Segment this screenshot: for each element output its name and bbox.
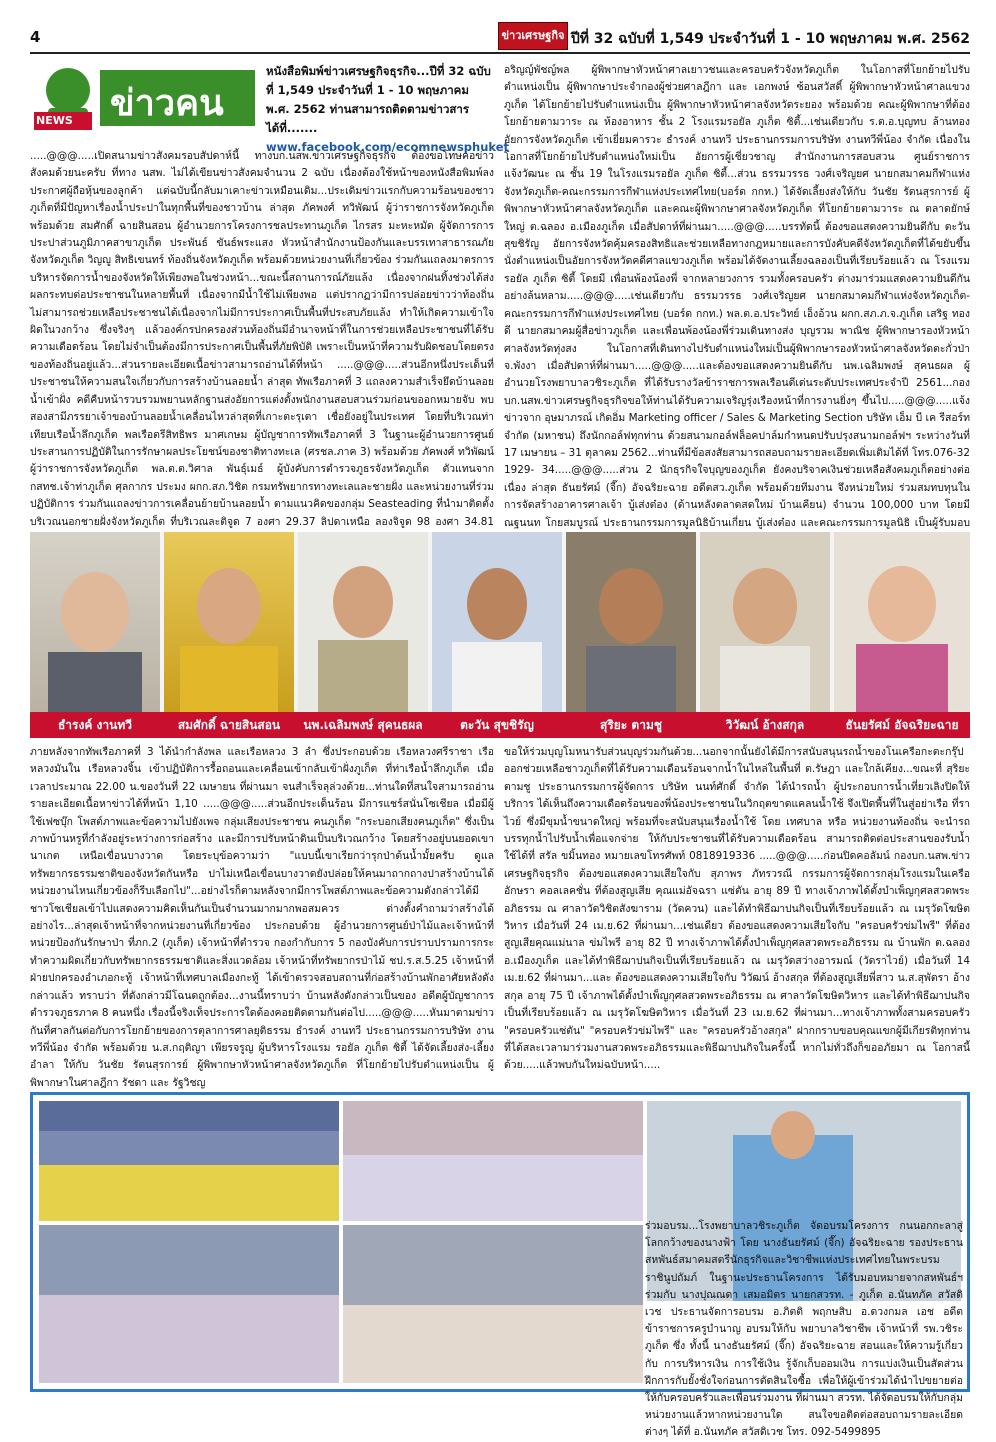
column-logo [30, 60, 260, 138]
portrait-2 [164, 532, 294, 712]
portrait-3 [298, 532, 428, 712]
panel-caption: ร่วมอบรม...โรงพยาบาลวชิระภูเก็ต จัดอบรมโครงการ กนนอกกะลาสู่โลกกว้างของนางฟ้า โดย นางธันยรัศม์ (จี๊ก) อัจฉริยะฉาย รองประธานสหพันธ์สมาคมสตรีนักธุรกิจและวิชาชีพแห่งประเทศไทยในพระบรมราชินูปถัมภ์ ในฐานะประธานโครงการ ได้รับมอบหมายจากสหพันธ์ฯ ร่วมกับ นางปุณณดา เสมอมิตร นายกสวรท. - ภูเก็ต อ.นันทภัค สวัสดิเวช ประธานจัดการอบรม อ.ภิตติ พฤกษสิบ อ.ดวงกมล เอช อดีตข้าราชการครูบำนาญ อบรมให้กับ พยาบาลวิชาชีพ เจ้าหน้าที่ รพ.วชิระภูเก็ต ซึ่ง ทั้งนี้ นางธันยรัศม์ (จี๊ก) อัจฉริยะฉาย สอนและให้ความรู้เกี่ยวกับ การบริหารเงิน การใช้เงิน รู้จักเก็บออมเงิน การแบ่งเงินเป็นสัดส่วน ฝึกการกับยั้งชั่งใจก่อนการตัดสินใจซื้อ เพื่อให้ผู้เข้าร่วมได้นำไปขยายต่อให้กับครอบครัวและเพื่อนร่วมงาน ที่ผ่านมา สวรท. ได้จัดอบรมให้กับกลุ่มหน่วยงานแล้วหากหน่วยงานใด สนใจขอติดต่อสอบถามรายละเอียดต่างๆ ได้ที่ อ.นันทภัค สวัสดิเวช โทร. 092-5499895 [645, 1220, 963, 1439]
column-right-bottom: ขอให้ร่วมบุญโมหนารับส่วนบุญร่วมกันด้วย...นอกจากนั้นยังได้มีการสนับสนุนรถน้ำของโนเครือกะตะกรุ๊ปออกช่วยเหลือชาวภูเก็ตที่ได้รับความเดือนร้อนจากน้ำในไหล่ในพื้นที่ ต.รัษฎา และใกล้เคียง...ขณะที่ สุริยะ ตามชู ประธานกรรมการผู้จัดการ บริษัท นนท์ศักดิ์ จำกัด ได้นำรถน้ำ ผู้ประกอบการน้ำเที่ยวเลิงปิดให้บริการ ได้เห็นถึงความเดือดร้อนของพี่น้องประชาชนในวิกฤตขาดแคลนน้ำใช้ จึงเปิดพื้นที่ในสู่อย่าเรือ ที่ราไวย์ ซึ่งมีขุมน้ำขนาดใหญ่ พร้อมที่จะสนับสนุนเรื่องน้ำใช้ โดย เทศบาล หรือ หน่วยงานท้องถิ่น จะนำรถบรรทุกน้ำไปรับน้ำเพื่อแจกจ่าย ให้กับประชาชนที่ได้รับความเดือดร้อน สามารถติดต่อประสานของรับน้ำใช้ได้ที่ สรัล ขมิ้นทอง หมายเลขโทรศัพท์ 0818919336 .....@@@.....ก่อนปิดคอลัมน์ กองบก.นสพ.ข่าวเศรษฐกิจธุรกิจ ต้องขอแสดงความเสียใจกับ สุภาพร ภัทรวรณี กรรมการผู้จัดการกลุ่มโรงแรมในเครือ อักษรา คอลเลคชั่น ที่ต้องสูญเสีย คุณแม่อัจฉรา แซ่ตัน อายุ 89 ปี ทางเจ้าภาพได้ตั้งบำเพ็ญกุศลสวดพระอภิธรรม ณ ศาลาวัดวิชิตสังฆาราม (วัดควน) และได้ทำพิธีฌาปนกิจเป็นที่เรียบร้อยแล้ว ณ เมรุวัดโฆษิตวิหาร เมื่อวันที่ 24 เม.ย.62 ที่ผ่านมา...เช่นเดียว ต้องขอแสดงความเสียใจกับ "ครอบครัวข่มไพรี" ที่ต้องสูญเสียคุณแม่นาล ข่มไพรี อายุ 82 ปี ทางเจ้าภาพได้ตั้งบำเพ็ญกุศลสวดพระอภิธรรม ณ บ้านพัก ต.ฉลอง อ.เมืองภูเก็ต และได้ทำพิธีฌาปนกิจเป็นที่เรียบร้อยแล้ว ณ เมรุวัดสว่างอารมณ์ (วัดราไวย์) เมื่อวันที่ 14 เม.ย.62 ที่ผ่านมา...และ ต้องขอแสดงความเสียใจกับ วิวัฒน์ อ้างสกุล ที่ต้องสูญเสียพี่สาว น.ส.สุพัตรา อ้างสกุล อายุ 75 ปี เจ้าภาพได้ตั้งบำเพ็ญกุศลสวดพระอภิธรรม ณ ศาลาวัดโฆษิตวิหาร และได้ทำพิธีฌาปนกิจเป็นที่เรียบร้อยแล้ว ณ เมรุวัดโฆษิตวิหาร เมื่อวันที่ 23 เม.ย.62 ที่ผ่านมา...ทางเจ้าภาพทั้งสามครอบครัว "ครอบครัวแซ่ตัน" "ครอบครัวข่มไพรี" และ "ครอบครัวอ้างสกุล" ฝากกราบขอบคุณแขกผู้มีเกียรติทุกท่านที่ได้สละเวลามาร่วมงานสวดพระอภิธรรมและพิธีฌาปนกิจในครั้งนี้ หากไม่ทั่วถึงก็ขออภัยมา ณ โอกาสนี้ด้วย.....แล้วพบกันใหม่ฉบับหน้า..... [504, 746, 970, 1072]
logo-badge: NEWS [36, 114, 73, 127]
caption-7: ธันยรัศม์ อัจฉริยะฉาย [845, 718, 959, 732]
caption-bar [30, 712, 970, 738]
page-header [30, 28, 970, 54]
caption-2: สมศักดิ์ ฉายสินสอน [177, 718, 281, 732]
event-photo-2 [343, 1101, 643, 1221]
portrait-6 [700, 532, 830, 712]
portrait-1 [30, 532, 160, 712]
column-right-top: อริญญ์พัชญ์พล ผู้พิพากษาหัวหน้าศาลเยาวชนและครอบครัวจังหวัดภูเก็ต ในโอกาสที่โยกย้ายไปรับตำแหน่งเป็น ผู้พิพากษาประจำกองผู้ช่วยศาลฎีกา และ เอกพงษ์ ซ้อนสวัสดิ์ ผู้พิพากษาหัวหน้าศาลแขวงภูเก็ต ได้โยกย้ายไปรับตำแหน่งเป็น ผู้พิพากษาหัวหน้าศาลจังหวัดระยอง พร้อมด้วย คณะผู้พิพากษาที่ต้องโยกย้ายตามวาระ ณ ห้องอาหาร ชั้น 2 โรงแรมรอยัล ภูเก็ต ซิตี้...เช่นเดียวกับ ร.ต.อ.บุญทบ ล้านทอง อัยการจังหวัดภูเก็ต เข้าเยี่ยมคารวะ ธำรงค์ งานทวี ประธานกรรมการบริษัท งานทวีพี่น้อง จำกัด เนื่องในโอกาสที่โยกย้ายไปรับตำแหน่งใหม่เป็น อัยการผู้เชี่ยวชาญ สำนักงานการสอบสวน ศูนย์ราชการ แจ้งวัฒนะ ณ ชั้น 19 ในโรงแรมรอยัล ภูเก็ต ซิตี้...ส่วน ธรรมวรรธ วงศ์เจริญยศ นายกสมาคมกีฬาแห่งจังหวัดภูเก็ต-คณะกรรมการกีฬาแห่งประเทศไทย(บอร์ด กกท.) ได้จัดเลี้ยงส่งให้กับ วันชัย รัตนสุรการย์ ผู้พิพากษาหัวหน้าศาลจังหวัดภูเก็ต และคณะผู้พิพากษาศาลจังหวัดภูเก็ต ที่โยกย้ายตามวาระ ณ ตลาดยักษ์ใหญ่ ต.ฉลอง อ.เมืองภูเก็ต เมื่อสัปดาห์ที่ผ่านมา.....@@@.....บรรทัดนี้ ต้องขอแสดงความยินดีกับ ตะวัน สุขชิรัญ อัยการจังหวัดคุ้มครองสิทธิและช่วยเหลือทางกฎหมายและการบังคับคดีจังหวัดภูเก็ตที่ได้ขยับขึ้นนั่งตำแหน่งเป็นอัยการจังหวัดคดีศาลแขวงภูเก็ต พร้อมได้จัดงานเลี้ยงฉลองเป็นที่เรียบร้อยแล้ว ณ โรงแรมรอยัล ภูเก็ต ซิตี้ โดยมี เพื่อนพ้องน้องพี่ จากหลายวงการ รวมทั้งครอบครัว ต่างมาร่วมแสดงความยินดีกันอย่างล้นหลาม.....@@@.....เช่นเดียวกับ ธรรมวรรธ วงศ์เจริญยศ นายกสมาคมกีฬาแห่งจังหวัดภูเก็ต-คณะกรรมการกีฬาแห่งประเทศไทย (บอร์ด กกท.) พล.ต.อ.ประวิทย์ เอ็งอ้วน ผกก.สภ.ภ.จ.ภูเก็ต เสริฐ ทองดี นายกสมาคมผู้สื่อข่าวภูเก็ต และเพื่อนพ้องน้องพี่ร่วมเดินทางส่ง บุญรวม พาณิช ผู้พิพากษารองหัวหน้าศาลจังหวัดทุ่งสง ในโอกาสที่เดินทางไปรับตำแหน่งใหม่เป็นผู้พิพากษารองหัวหน้าศาลจังหวัดตะกั่วป่า จ.พังงา เมื่อสัปดาห์ที่ผ่านมา.....@@@.....และต้องขอแสดงความยินดีกับ นพ.เฉลิมพงษ์ สุคนธผล ผู้อำนวยโรงพยาบาลวชิระภูเก็ต ที่ได้รับรางวัลข้าราชการพลเรือนดีเด่นระดับประเทศประจำปี 2561...กองบก.นสพ.ข่าวเศรษฐกิจธุรกิจขอให้ท่านได้รับความเจริญรุ่งเรืองหน้าที่การงานยิ่งๆ ขึ้นไป.....@@@.....แจ้งข่าวจาก อุษมาภรณ์ เกิดอิ่ม Marketing officer / Sales & Marketing Section บริษัท เอ็ม บี เค รีสอร์ท จำกัด (มหาชน) ถึงนักกอล์ฟทุกท่าน ด้วยสนามกอล์ฟล็อคปาล์มกำหนดปรับปรุงสนามกอล์ฟฯ ระหว่างวันที่ 17 เมษายน – 31 ตุลาคม 2562...ท่านที่มีข้อสงสัยสามารถสอบถามรายละเอียดเพิ่มเติมได้ที่ โทร.076-32 1929- 34.....@@@.....ส่วน 2 นักธุรกิจใจบุญของภูเก็ต ยังคงบริจาคเงินช่วยเหลือสังคมภูเก็ตอย่างต่อเนื่อง ล่าสุด ธันยรัศม์ (จี๊ก) อัจฉริยะฉาย อดีตสว.ภูเก็ต พร้อมด้วยทีมงาน จึงหน่วยใหม่ ร่วมสมทบทุนในการจัดสร้างอาคารศาลเจ้า บู้เส่งต๋อง (ด้านหลังตลาดสดใหม่ บ้านเคียน) จำนวน 100,000 บาท โดยมี ณฐนนท โกยสมบูรณ์ ประธานกรรมการมูลนิธิบ้านเกี่ยน บู้เส่งต๋อง และคณะกรรมการมูลนิธิ เป็นผู้รับมอบ [504, 64, 970, 529]
event-photo-4 [39, 1225, 339, 1383]
page-number: 4 [30, 28, 41, 46]
event-photo-5 [343, 1225, 643, 1383]
promo-text: หนังสือพิมพ์ข่าวเศรษฐกิจธุรกิจ...ปีที่ 32 ฉบับที่ 1,549 ประจำวันที่ 1 - 10 พฤษภาคม พ.ศ. 2562 ท่านสามารถติดตามข่าวสารได้ที่....... [266, 64, 491, 135]
event-photo-1 [39, 1101, 339, 1221]
facebook-link[interactable]: www.facebook.com/ecomnewsphuket [266, 140, 510, 154]
caption-5: สุริยะ ตามชู [599, 718, 662, 732]
portrait-4 [432, 532, 562, 712]
caption-3: นพ.เฉลิมพงษ์ สุคนธผล [303, 718, 423, 732]
column-left-bottom: ภายหลังจากทัพเรือภาคที่ 3 ได้นำกำลังพล และเรือหลวง 3 ลำ ซึ่งประกอบด้วย เรือหลวงศรีราชา เรือหลวงมันใน เรือหลวงจิ้น เข้าปฏิบัติการรื้อถอนและเคลื่อนเข้ากลับเข้าฝั่งภูเก็ต ที่ท่าเรือน้ำลึกภูเก็ต เมื่อเวลาประมาณ 22.00 น.ของวันที่ 22 เมษายน ที่ผ่านมา จนสำเร็จลุล่วงด้วย...ท่านใดที่สนใจสามารถอ่านรายละเอียดเนื้อหาข่าวได้ที่หน้า 1,10 .....@@@.....ส่วนอีกประเด็นร้อน มีการแชร์สนั่นโซเชียล เมื่อมีผู้ใช้เฟซบุ๊ก โพสต์ภาพและข้อความไปยังเพจ กลุ่มเสียงประชาชน คนภูเก็ต "กระบอกเสียงคนภูเก็ต" ซึ่งเป็นภาพบ้านหรูที่กำลังอยู่ระหว่างการก่อสร้าง และมีการปรับหน้าดินเป็นบริเวณกว้าง โดยสร้างอยู่บนยอดเขานาเกต เหนือเขื่อนบางวาด โดยระบุข้อความว่า "แบบนี้เขาเรียกว่ารุกป่าต้นน้ำมั้ยครับ ดูแลทรัพยากรธรรมชาติของจังหวัดกันหรือ ปาไม่เหนือเขื่อนบางวาดยังปล่อยให้คนมาถากถางปาสร้างบ้านได้ หน่วยงานไหนเกี่ยวข้องก็รีบเลือกไป"...อย่างไรก็ตามหลังจากมีการโพสต์ภาพและข้อความดังกล่าวได้มีชาวโซเชียลเข้าไปแสดงความคิดเห็นกันเป็นจำนวนมากมากพอสมควร ต่างตั้งคำถามว่าสร้างได้อย่างไร...ล่าสุดเจ้าหน้าที่จากหน่วยงานที่เกี่ยวข้อง ประกอบด้วย ผู้อำนวยการศูนย์ป่าไม้และเจ้าหน้าที่หน่วยป้องกันรักษาป่า ที่ภก.2 (ภูเก็ต) เจ้าหน้าที่ตำรวจ กองกำกับการ 5 กองบังคับการปราบปรามการกระทำความผิดเกี่ยวกับทรัพยากรธรรมชาติและสิ่งแวดล้อม เจ้าหน้าที่ทรัพยากรป่าไม้ ชป.ร.ส.5.25 เจ้าหน้าที่ฝ่ายปกครองอำเภอกะทู้ เจ้าหน้าที่เทศบาลเมืองกะทู้ ได้เข้าตรวจสอบสถานที่ก่อสร้างบ้านพักอาศัยหลังดังกล่าวแล้ว ทราบว่า ที่ดังกล่าวมีโฉนดถูกต้อง...งานนี้ทราบว่า บ้านหลังดังกล่าวเป็นของ อดีตผู้บัญชาการตำรวจภูธรภาค 8 คนหนึ่ง เรื่องนี้จริงเท็จประการใดต้องคอยติดตามกันต่อไป.....@@@.....หันมาตามข่าวกันที่ศาลกันต่อกับการโยกย้ายของการตุลาการศาลยุติธรรม ธำรงค์ งานทวี ประธานกรรมการบริษัท งานทวีพี่น้อง จำกัด พร้อมด้วย น.ส.กฤติญา เพียรจรูญ ผู้บริหารโรงแรม รอยัล ภูเก็ต ซิตี้ ได้จัดเลี้ยงส่ง-เลี้ยงอำลา ให้กับ วันชัย รัตนสุรการย์ ผู้พิพากษาหัวหน้าศาลจังหวัดภูเก็ต ที่โยกย้ายไปรับตำแหน่งเป็น ผู้พิพากษาในศาลฎีกา รัชดา และ รัฐวิชญ [30, 746, 494, 1089]
caption-1: ธำรงค์ งานทวี [57, 718, 133, 732]
portrait-5 [566, 532, 696, 712]
caption-4: ตะวัน สุขชิรัญ [460, 718, 534, 732]
logo-title: ข่าวคน [110, 83, 224, 124]
promo-block [266, 62, 510, 157]
portrait-strip [30, 532, 970, 738]
caption-6: วิวัฒน์ อ้างสกุล [725, 718, 805, 732]
portrait-7 [834, 532, 970, 712]
masthead-logo: ข่าวเศรษฐกิจ [498, 22, 568, 50]
issue-line: ปีที่ 32 ฉบับที่ 1,549 ประจำวันที่ 1 - 10 พฤษภาคม พ.ศ. 2562 [570, 31, 970, 47]
column-left-top: .....@@@.....เปิดสนามข่าวสังคมรอบสัปดาห์นี้ ทางบก.นสพ.ข่าวเศรษฐกิจธุรกิจ ต้องขอโทษคอข่าวสังคมด้วยนะครับ ที่ทาง นสพ. ไม่ได้เขียนข่าวสังคมจำนวน 2 ฉบับ เนื่องต้องใช้หน้าของหนังสือพิมพ์ลงประกาศผู้ถือหุ้นของลูกค้า แต่ฉบับนี้กลับมาเคาะข่าวเหมือนเดิม...ประเดิมข่าวแรกกับความร้อนของชาวภูเก็ตที่มีปัญหาเรื่องน้ำประปาในทุกพื้นที่ของชาวบ้าน ล่าสุด ภัคพงศ์ ทวิพัฒน์ ผู้ว่าราชการจังหวัดภูเก็ต พร้อมด้วย สมศักดิ์ ฉายสินสอน ผู้อำนวยการโครงการชลประทานภูเก็ต ไกรสร มะหะหมัด ผู้จัดการการประปาส่วนภูมิภาคสาขาภูเก็ต ประพันธ์ ขันธ์พระแสง หัวหน้าสำนักงานป้องกันและบรรเทาสาธารณภัยจังหวัดภูเก็ต วิญญู สิทธิเขนทร์ ท้องถิ่นจังหวัดภูเก็ต พร้อมด้วยหน่วยงานที่เกี่ยวข้อง ร่วมกันแถลงมาตรการบริหารจัดการน้ำของจังหวัดให้เพียงพอในช่วงหน้า...ขณะนี้สถานการณ์ภัยแล้ง เนื่องจากฝนทิ้งช่วงได้ส่งผลกระทบต่อประชาชนในหลายพื้นที่ เนื่องจากมีน้ำใช้ไม่เพียงพอ แต่ปรากฏว่ามีการปล่อยข่าวว่าท้องถิ่นไม่สามารถช่วยเหลือประชาชนได้เนื่องจากไม่มีการประกาศเป็นพื้นที่ประสบภัยแล้ง ทำให้เกิดความเข้าใจผิดในวงกว้าง ซึ่งจริงๆ แล้วองค์กรปกครองส่วนท้องถิ่นมีอำนาจหน้าที่ในการช่วยเหลือประชาชนที่ได้รับความเดือดร้อน โดยไม่จำเป็นต้องมีการประกาศเป็นพื้นที่ภัยพิบัติ เพราะเป็นหน้าที่ความรับผิดชอบโดยตรงของท้องถิ่นอยู่แล้ว...ส่วนรายละเอียดเนื้อข่าวสามารถอ่านได้ที่หน้า .....@@@.....ส่วนอีกหนึ่งประเด็นที่ประชาชนให้ความสนใจเกี่ยวกับการสร้างบ้านลอยน้ำ ล่าสุด ทัพเรือภาคที่ 3 แถลงความสำเร็จยึดบ้านลอยน้ำเข้าฝั่ง คดีคืบหน้ารวบรวมพยานหลักฐานส่งอัยการแต่งตั้งพนักงานสอบสวนร่วมก่อนขออกหมายจับ พบสองสามีภรรยาเจ้าของบ้านลอยน้ำเคลื่อนไหวล่าสุดที่เกาะตะรุเตา เชื่อยังอยู่ในประเทศ โดยที่บริเวณท่าเทียบเรือน้ำลึกภูเก็ต พลเรือตรีสิทธิพร มาศเกษม ผู้บัญชาการทัพเรือภาคที่ 3 ในฐานะผู้อำนวยการศูนย์ประสานการปฏิบัติในการรักษาผลประโยชน์ของชาติทางทะเล (ศรชล.ภาค 3) พร้อมด้วย ภัคพงศ์ ทวิพัฒน์ ผู้ว่าราชการจังหวัดภูเก็ต พล.ต.ต.วิศาล พันธุ์เมธ์ ผู้บังคับการตำรวจภูธรจังหวัดภูเก็ต ตัวแทนจาก กสทช.เจ้าท่าภูเก็ต ศุลกากร ประมง ผกก.สภ.วิชิต กรมทรัพยากรทางทะเลและชายฝั่ง และหน่วยงานที่ร่วมปฏิบัติการ ร่วมกันแถลงข่าวการเคลื่อนย้ายบ้านลอยน้ำ ตามแนวคิดของกลุ่ม Seasteading ที่นำมาติดตั้งบริเวณนอกชายฝั่งจังหวัดภูเก็ต ที่บริเวณละติจูด 7 องศา 29.37 ลิปดาเหนือ ลองจิจูด 98 องศา 34.81 [30, 150, 494, 528]
